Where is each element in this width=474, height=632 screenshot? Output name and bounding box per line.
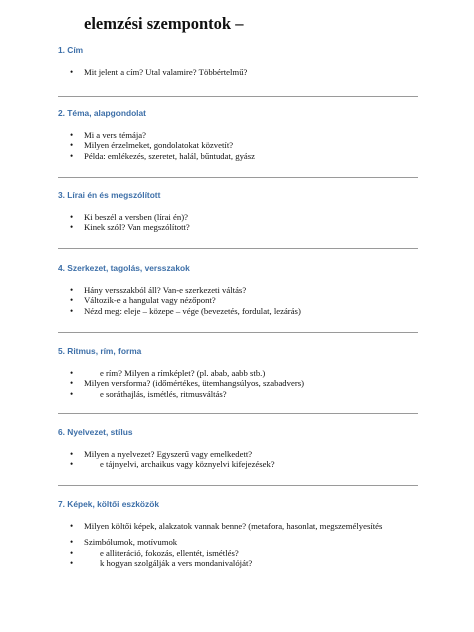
list-item: • Hány versszakból áll? Van-e szerkezeti váltás? [58, 285, 418, 295]
section-divider [58, 248, 418, 249]
section-cim [58, 45, 418, 77]
list-item: • Változik-e a hangulat vagy nézőpont? [58, 295, 418, 305]
bullet-list [58, 449, 418, 470]
list-item: • e rím? Milyen a rímképlet? (pl. abab, aabb stb.) [58, 368, 418, 378]
section-divider [58, 96, 418, 97]
list-item: • k hogyan szolgálják a vers mondanivalóját? [58, 558, 418, 568]
section-divider [58, 485, 418, 486]
bullet-list [58, 212, 418, 233]
list-item: • e alliteráció, fokozás, ellentét, ismétlés? [58, 548, 418, 558]
bullet-list [58, 67, 418, 77]
bullet-list [58, 368, 418, 399]
list-item: • Milyen a nyelvezet? Egyszerű vagy emelkedett? [58, 449, 418, 459]
bullet-list [58, 285, 418, 316]
section-ritmus [58, 346, 418, 399]
list-item: • Nézd meg: eleje – közepe – vége (bevezetés, fordulat, lezárás) [58, 306, 418, 316]
section-nyelvezet [58, 427, 418, 470]
list-item: • e tájnyelvi, archaikus vagy köznyelvi kifejezések? [58, 459, 418, 469]
section-heading: 2. Téma, alapgondolat [58, 108, 146, 118]
section-heading: 3. Lírai én és megszólított [58, 190, 161, 200]
section-tema [58, 108, 418, 161]
section-divider [58, 332, 418, 333]
bullet-list [58, 521, 418, 569]
list-item: • e soráthajlás, ismétlés, ritmusváltás? [58, 389, 418, 399]
section-divider [58, 177, 418, 178]
section-kepek [58, 499, 418, 569]
section-szerkezet [58, 263, 418, 316]
list-item: • Milyen versforma? (időmértékes, ütemhangsúlyos, szabadvers) [58, 378, 418, 388]
list-item: • Mit jelent a cím? Utal valamire? Többértelmű? [58, 67, 418, 77]
list-item: • Példa: emlékezés, szeretet, halál, bűntudat, gyász [58, 151, 418, 161]
section-lirai-en [58, 190, 418, 233]
section-heading: 6. Nyelvezet, stílus [58, 427, 133, 437]
list-item: • Kinek szól? Van megszólított? [58, 222, 418, 232]
list-item: • Mi a vers témája? [58, 130, 418, 140]
section-heading: 5. Ritmus, rím, forma [58, 346, 142, 356]
list-item: • Ki beszél a versben (lírai én)? [58, 212, 418, 222]
bullet-list [58, 130, 418, 161]
document-title: elemzési szempontok – [84, 14, 244, 33]
list-item: • Milyen érzelmeket, gondolatokat közvetít? [58, 140, 418, 150]
section-divider [58, 413, 418, 414]
section-heading: 1. Cím [58, 45, 84, 55]
section-heading: 4. Szerkezet, tagolás, versszakok [58, 263, 190, 273]
list-item: • Szimbólumok, motívumok [58, 537, 418, 547]
section-heading: 7. Képek, költői eszközök [58, 499, 159, 509]
list-item: • Milyen költői képek, alakzatok vannak benne? (metafora, hasonlat, megszemélyesítés [58, 521, 418, 531]
